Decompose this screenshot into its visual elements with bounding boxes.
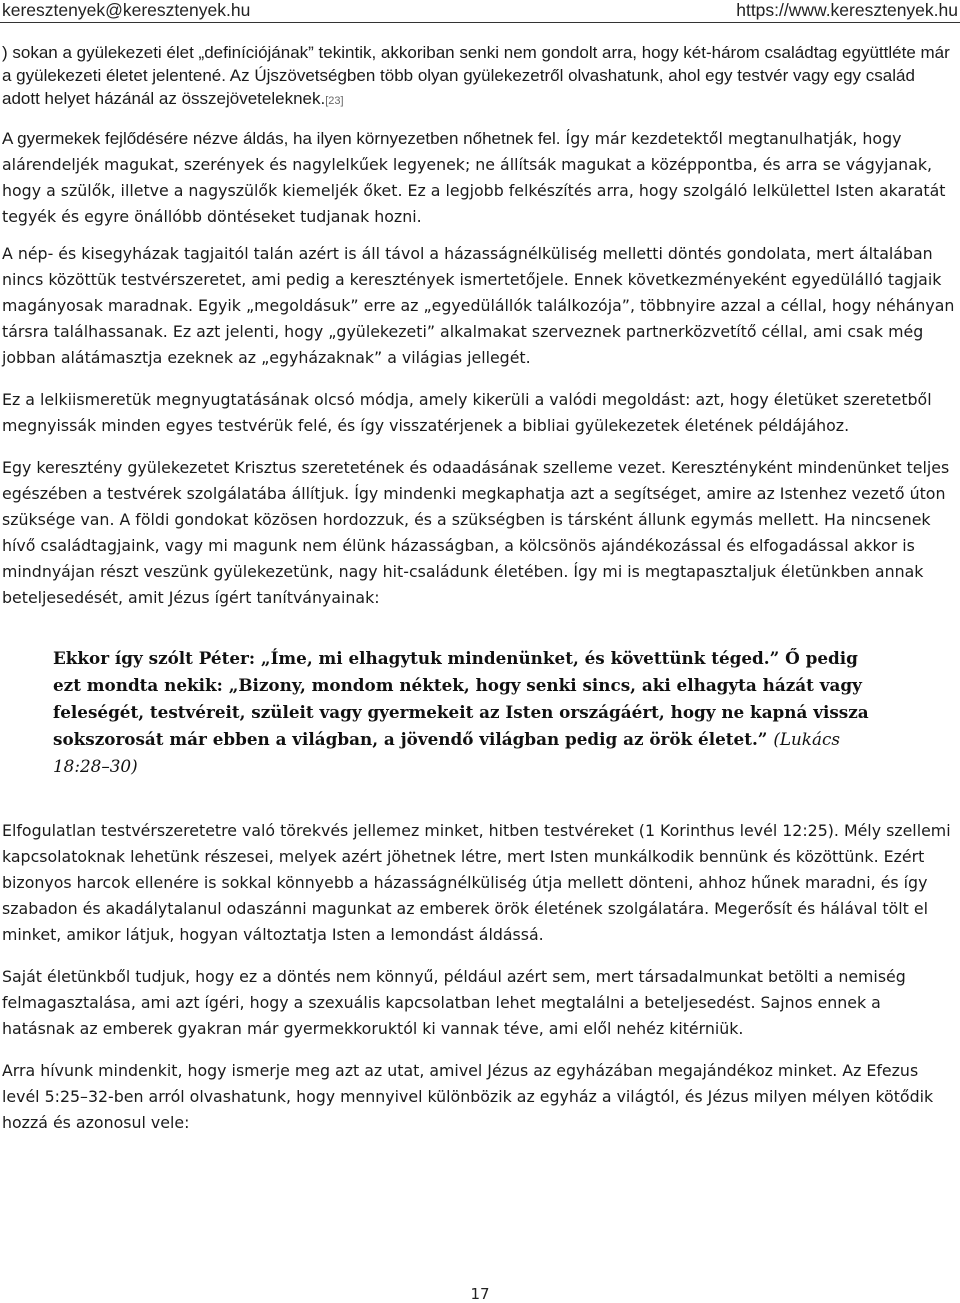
paragraph-children-lead: A gyermekek fejlődésére nézve áldás, ha ilyen környezetben nőhetnek fel.	[2, 129, 561, 148]
footnote-link[interactable]: [23]	[325, 95, 344, 107]
paragraph-children	[2, 126, 956, 230]
paragraph-intro	[2, 41, 956, 113]
bible-quote-text: Ekkor így szólt Péter: „Íme, mi elhagytuk mindenünket, és követtünk téged.” Ő pedig ezt mondta nekik: „Bizony, mondom néktek, hogy senki sincs, aki elhagyta házát vagy feleségét, testvéreit, szüleit vagy gyermekeit az Isten országáért, hogy ne kapná vissza sokszorosát már ebben a világban, a jövendő világban pedig az örök életet.”	[53, 648, 869, 749]
bible-quote	[2, 645, 883, 780]
paragraph-christian-community: Egy keresztény gyülekezetet Krisztus szeretetének és odaadásának szelleme vezet. Keresztényként mindenünket teljes egészében a testvérek szolgálatába állítjuk. Így mindenki megkaphatja azt a segítséget, amire az Istenhez vezető úton szüksége van. A földi gondokat közösen hordozzuk, és a szükségben is társként állunk egymás mellett. Ha nincsenek hívő családtagjaink, vagy mi magunk nem élünk házasságban, a kölcsönös ajándékozással és elfogadással akkor is mindnyájan részt veszünk gyülekezetünk, nagy hit-családunk életében. Így mi is megtapasztaljuk életünkben annak beteljesedését, amit Jézus ígért tanítványainak:	[2, 458, 950, 607]
document-body	[2, 41, 956, 1136]
paragraph-children-rest: Így már kezdetektől megtanulhatják, hogy alárendeljék magukat, szerények és nagylelkűek legyenek; ne állítsák magukat a középpontba, és arra se vágyjanak, hogy a szülők, illetve a nagyszülők kiemeljék őket. Ez a legjobb felkészítés arra, hogy szolgáló lelkülettel Isten akaratát tegyék és egyre önállóbb döntéseket tudjanak hozni.	[2, 129, 946, 226]
paragraph-conscience: Ez a lelkiismeretük megnyugtatásának olcsó módja, amely kikerüli a valódi megoldást: azt, hogy életüket szeretetből megnyissák minden egyes testvérük felé, és így visszatérjenek a bibliai gyülekezetek életének példájához.	[2, 390, 932, 435]
paragraph-invitation: Arra hívunk mindenkit, hogy ismerje meg azt az utat, amivel Jézus az egyházában megajándékoz minket. Az Efezus levél 5:25–32-ben arról olvashatunk, hogy mennyivel különbözik az egyház a világtól, és Jézus milyen mélyen kötődik hozzá és azonosul vele:	[2, 1061, 934, 1132]
paragraph-intro-text: ) sokan a gyülekezeti élet „definíciójának” tekintik, akkoriban senki nem gondolt arra, hogy két-három családtag együttléte már a gyülekezeti életet jelentené. Az Újszövetségben több olyan gyülekezetről olvashatunk, ahol egy testvér vagy egy család adott helyet házánál az összejöveteleknek.	[2, 43, 950, 108]
header-url-link[interactable]: https://www.keresztenyek.hu	[736, 0, 958, 20]
paragraph-brotherly-love: Elfogulatlan testvérszeretetre való törekvés jellemez minket, hitben testvéreket (1 Korinthus levél 12:25). Mély szellemi kapcsolatoknak lehetünk részesei, melyek azért jöhetnek létre, mert Isten munkálkodik bennünk és közöttünk. Ezért bizonyos harcok ellenére is sokkal könnyebb a házasságnélküliség útja mellett dönteni, ahhoz hűnek maradni, és így szabadon és akadálytalanul odaszánni magunkat az emberek örök életének szolgálatára. Megerősít és hálával tölt el minket, amikor látjuk, hogyan változtatja Isten a lemondást áldássá.	[2, 821, 951, 944]
page-header	[0, 0, 960, 23]
header-email-link[interactable]: keresztenyek@keresztenyek.hu	[2, 0, 251, 20]
paragraph-churches: A nép- és kisegyházak tagjaitól talán azért is áll távol a házasságnélküliség melletti döntés gondolata, mert általában nincs közöttük testvérszeretet, ami pedig a keresztények ismertetőjele. Ennek következményeként egyedülálló tagjaik magányosak maradnak. Egyik „megoldásuk” erre az „egyedülállók találkozója”, többnyire azzal a céllal, hogy néhányan társra találhassanak. Ez azt jelenti, hogy „gyülekezeti” alkalmakat szerveznek partnerközvetítő céllal, ami csak még jobban alátámasztja ezeknek az „egyházaknak” a világias jellegét.	[2, 244, 955, 367]
bible-quote-reference: (Lukács 18:28–30)	[53, 729, 840, 776]
page-number: 17	[470, 1285, 490, 1303]
paragraph-decision: Saját életünkből tudjuk, hogy ez a döntés nem könnyű, például azért sem, mert társadalmunkat betölti a nemiség felmagasztalása, ami azt ígéri, hogy a szexuális kapcsolatban lehet megtalálni a beteljesedést. Sajnos ennek a hatásnak az emberek gyakran már gyermekkoruktól ki vannak téve, ami elől nehéz kitérniük.	[2, 967, 906, 1038]
